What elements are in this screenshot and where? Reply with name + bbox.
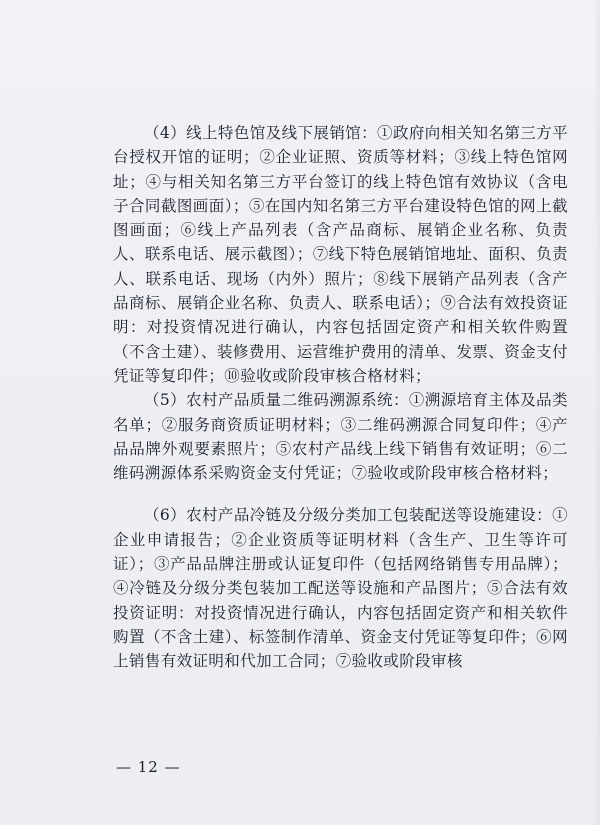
page-edge-shadow xyxy=(594,0,600,825)
paragraph-cold-chain-facilities: （6）农村产品冷链及分级分类加工包装配送等设施建设：①企业申请报告；②企业资质等证明材料（含生产、卫生等许可证）；③产品品牌注册或认证复印件（包括网络销售专用品牌）；④冷链及分级分类包装加工配送等设施和产品图片；⑤合法有效投资证明：对投资情况进行确认，内容包括固定资产和相关软件购置（不含土建）、标签制作清单、资金支付凭证等复印件；⑥网上销售有效证明和代加工合同；⑦验收或阶段审核 xyxy=(113,506,568,671)
paragraph-qr-traceability: （5）农村产品质量二维码溯源系统：①溯源培育主体及品类名单；②服务商资质证明材料；③二维码溯源合同复印件；④产品品牌外观要素照片；⑤农村产品线上线下销售有效证明；⑥二维码溯源体系采购资金支付凭证；⑦验收或阶段审核合格材料； xyxy=(113,391,568,483)
paragraph-online-exhibition-hall: （4）线上特色馆及线下展销馆：①政府向相关知名第三方平台授权开馆的证明；②企业证照、资质等材料；③线上特色馆网址；④与相关知名第三方平台签订的线上特色馆有效协议（含电子合同截图画面）；⑤在国内知名第三方平台建设特色馆的网上截图画面；⑥线上产品列表（含产品商标、展销企业名称、负责人、联系电话、展示截图）；⑦线下特色展销馆地址、面积、负责人、联系电话、现场（内外）照片；⑧线下展销产品列表（含产品商标、展销企业名称、负责人、联系电话）；⑨合法有效投资证明：对投资情况进行确认，内容包括固定资产和相关软件购置（不含土建）、装修费用、运营维护费用的清单、发票、资金支付凭证等复印件；⑩验收或阶段审核合格材料； xyxy=(113,124,568,385)
page-number: — 12 — xyxy=(116,758,181,776)
document-body xyxy=(113,121,568,674)
paragraph-spacer xyxy=(113,485,568,503)
